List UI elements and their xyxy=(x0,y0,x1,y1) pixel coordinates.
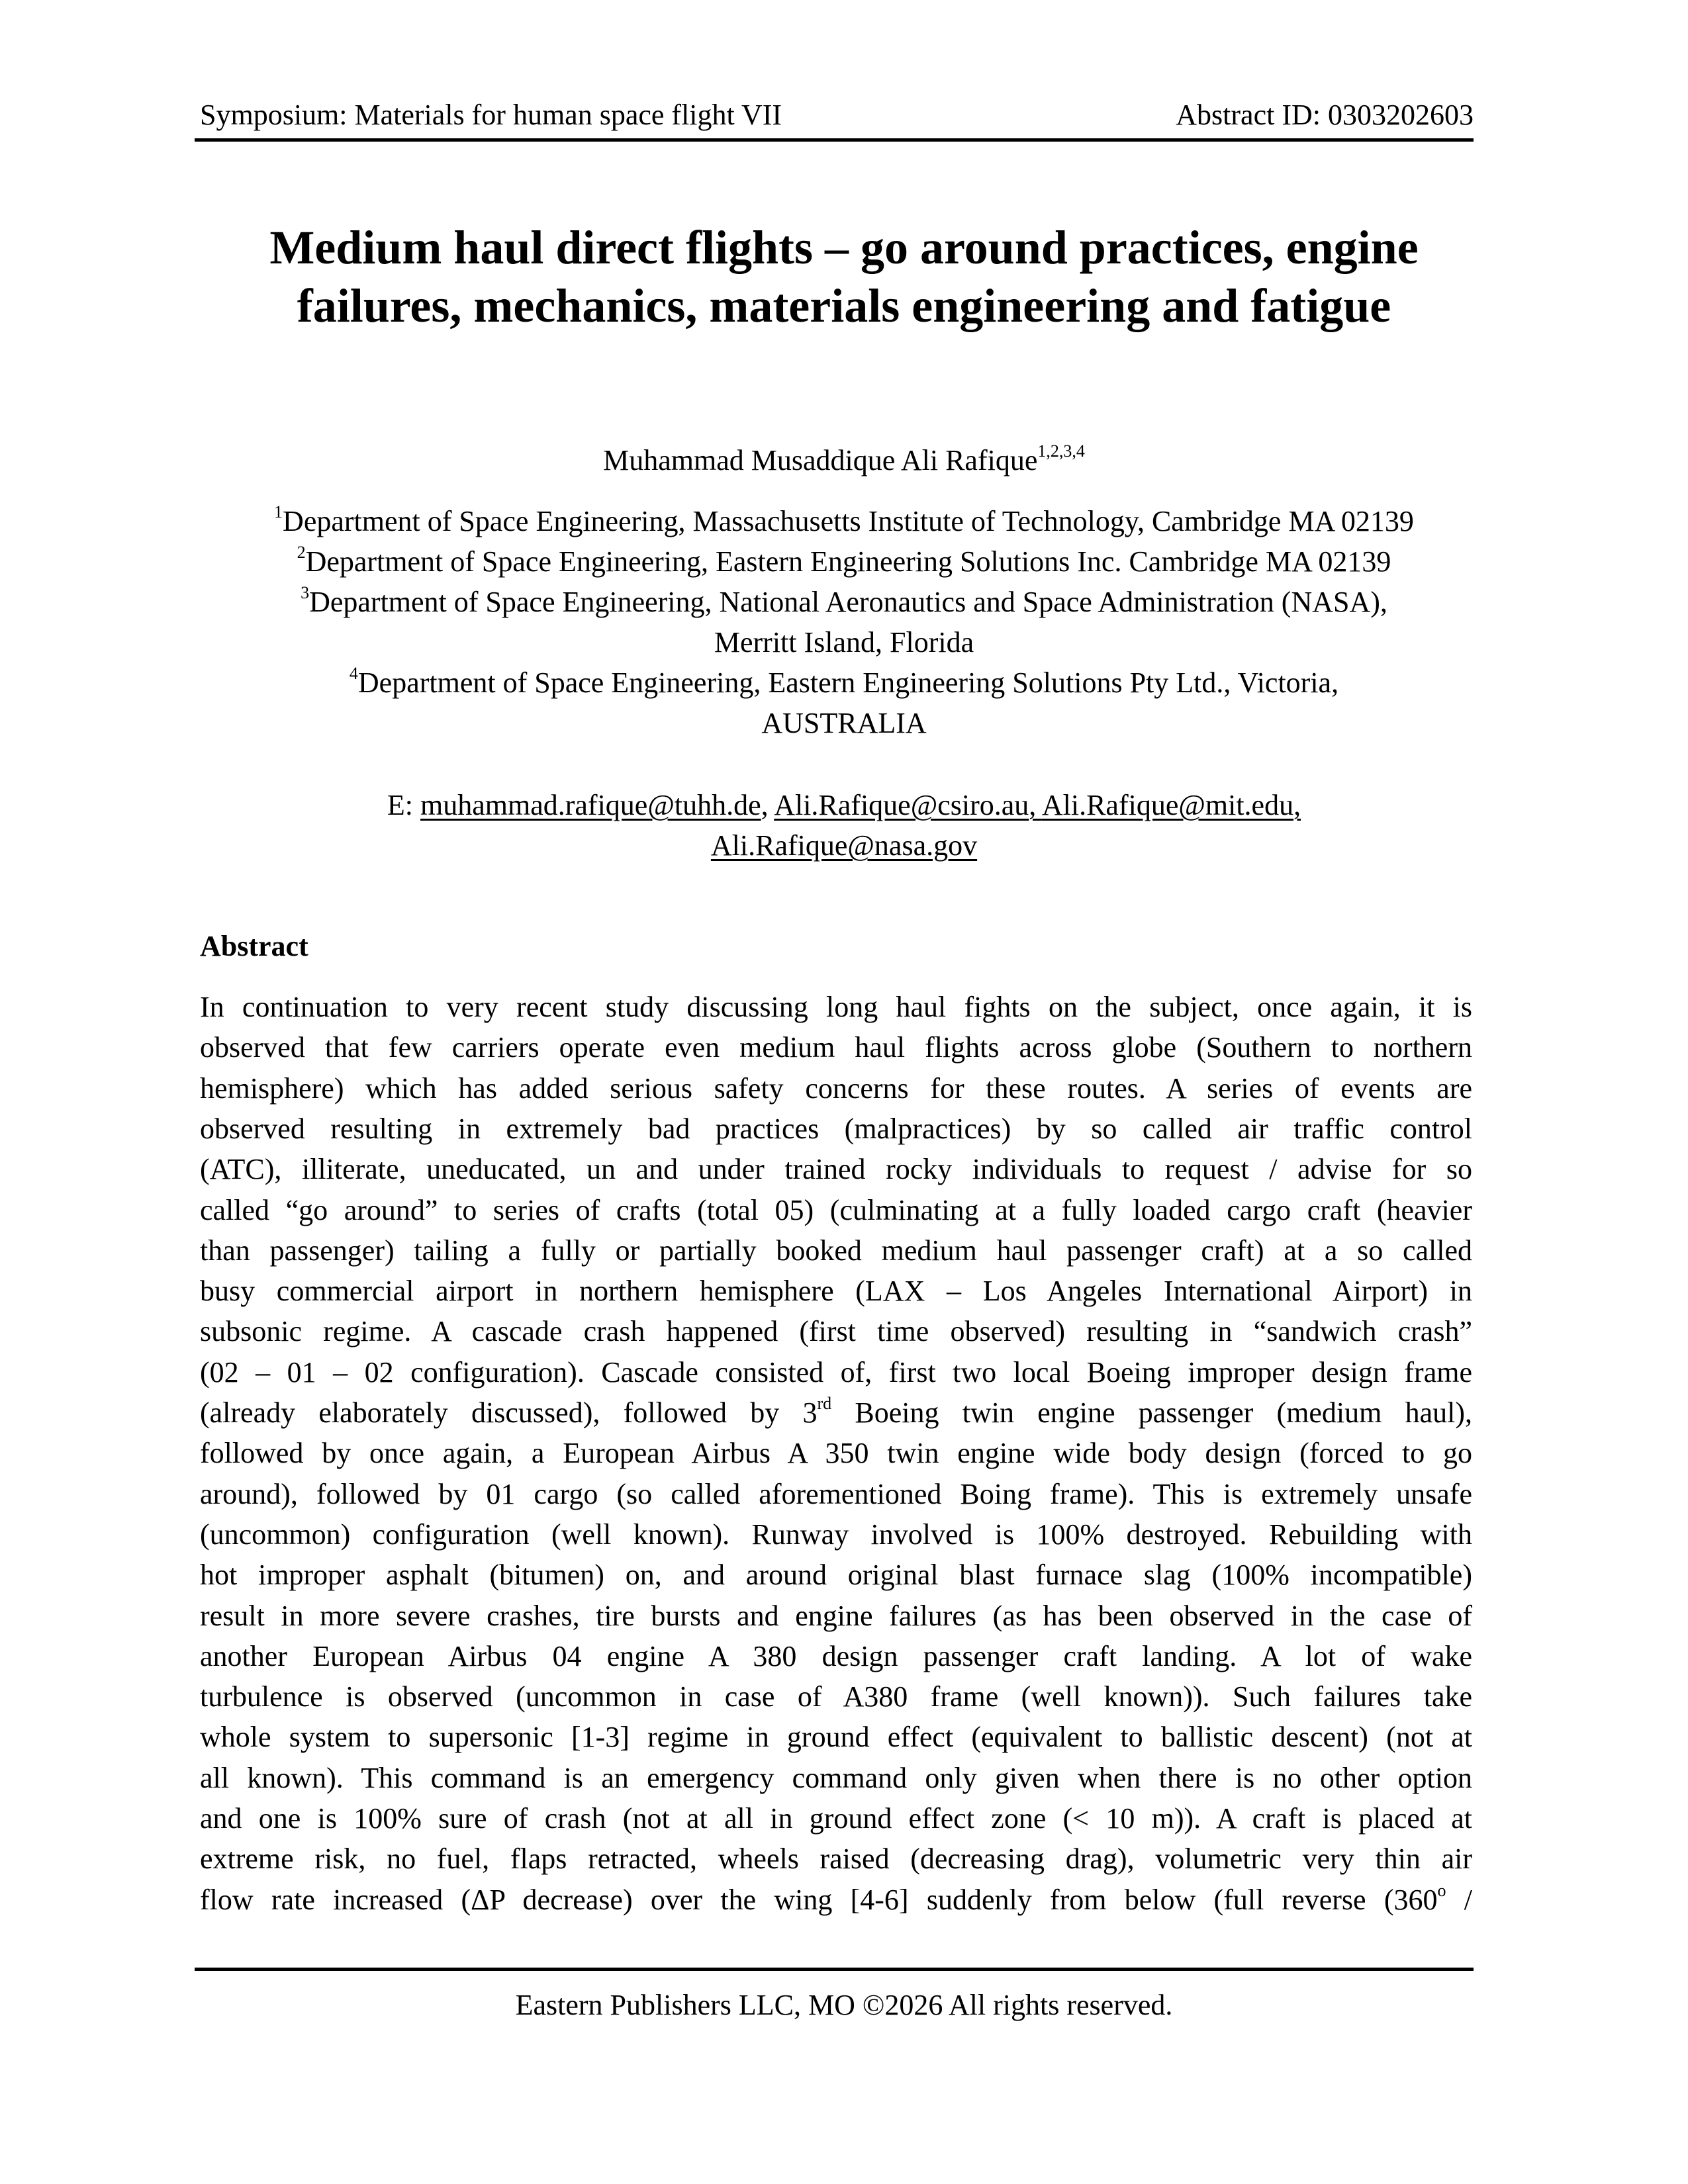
affiliation-4 xyxy=(0,666,1688,700)
affiliation-mark: 3 xyxy=(301,583,310,603)
affiliation-1 xyxy=(0,504,1688,539)
abstract-line: another European Airbus 04 engine A 380 design passenger craft landing. A lot of wake xyxy=(200,1639,1472,1672)
running-header-abstract-id: Abstract ID: 0303202603 xyxy=(1176,99,1474,131)
superscript: o xyxy=(1437,1880,1446,1900)
abstract-line: hot improper asphalt (bitumen) on, and around original blast furnace slag (100% incompatible) xyxy=(200,1559,1472,1592)
email-link-tuhh[interactable]: muhammad.rafique@tuhh.de xyxy=(420,789,761,821)
abstract-line-text: Boeing twin engine passenger (medium haul), xyxy=(831,1396,1472,1429)
superscript: rd xyxy=(817,1394,832,1414)
abstract-line: observed that few carriers operate even medium haul flights across globe (Southern to northern xyxy=(200,1031,1472,1064)
header-rule xyxy=(195,138,1474,142)
email-separator: , xyxy=(761,789,774,821)
abstract-line: than passenger) tailing a fully or partially booked medium haul passenger craft) at a so called xyxy=(200,1234,1472,1267)
abstract-line: all known). This command is an emergency command only given when there is no other option xyxy=(200,1761,1472,1794)
affiliation-text: Department of Space Engineering, Eastern Engineering Solutions Pty Ltd., Victoria, xyxy=(357,666,1339,699)
author-line xyxy=(0,443,1688,478)
affiliation-3 xyxy=(0,585,1688,619)
affiliation-text: Department of Space Engineering, Massachusetts Institute of Technology, Cambridge MA 02139 xyxy=(283,505,1414,537)
footer-copyright: Eastern Publishers LLC, MO ©2026 All rights reserved. xyxy=(515,1989,1173,2021)
abstract-line: followed by once again, a European Airbus A 350 twin engine wide body design (forced to go xyxy=(200,1437,1472,1470)
affiliation-2 xyxy=(0,545,1688,579)
abstract-line xyxy=(200,1880,1472,1917)
abstract-line: turbulence is observed (uncommon in case of A380 frame (well known)). Such failures take xyxy=(200,1680,1472,1713)
abstract-line: busy commercial airport in northern hemisphere (LAX – Los Angeles International Airport) in xyxy=(200,1275,1472,1308)
abstract-line: In continuation to very recent study discussing long haul fights on the subject, once again, it is xyxy=(200,991,1472,1023)
abstract-line: called “go around” to series of crafts (total 05) (culminating at a fully loaded cargo craft (heavier xyxy=(200,1193,1472,1226)
abstract-line: extreme risk, no fuel, flaps retracted, wheels raised (decreasing drag), volumetric very thin air xyxy=(200,1843,1472,1876)
abstract-line: (uncommon) configuration (well known). Runway involved is 100% destroyed. Rebuilding with xyxy=(200,1518,1472,1551)
email-link-csiro[interactable]: Ali.Rafique@csiro.au, Ali.Rafique@mit.edu, xyxy=(774,789,1301,821)
abstract-line-text: flow rate increased (ΔP decrease) over the wing [4-6] suddenly from below (full reverse (360 xyxy=(200,1883,1438,1916)
email-link-nasa[interactable]: Ali.Rafique@nasa.gov xyxy=(710,829,978,862)
abstract-heading: Abstract xyxy=(200,930,308,962)
affiliation-4-continuation: AUSTRALIA xyxy=(761,707,927,739)
footer-rule xyxy=(195,1968,1474,1971)
abstract-line: and one is 100% sure of crash (not at all in ground effect zone (< 10 m)). A craft is placed at xyxy=(200,1802,1472,1835)
abstract-line: observed resulting in extremely bad practices (malpractices) by so called air traffic control xyxy=(200,1112,1472,1145)
affiliation-text: Department of Space Engineering, Eastern Engineering Solutions Inc. Cambridge MA 02139 xyxy=(305,545,1391,578)
email-line-2 xyxy=(0,829,1688,863)
abstract-line xyxy=(200,1396,1472,1430)
affiliation-text: Department of Space Engineering, National Aeronautics and Space Administration (NASA), xyxy=(309,586,1387,618)
affiliation-mark: 2 xyxy=(297,543,306,563)
affiliation-mark: 1 xyxy=(274,502,283,522)
email-line-1 xyxy=(0,788,1688,823)
affiliation-3-continuation: Merritt Island, Florida xyxy=(714,626,974,659)
author-affiliation-marks: 1,2,3,4 xyxy=(1037,441,1085,461)
abstract-line: (ATC), illiterate, uneducated, un and under trained rocky individuals to request / advise for so xyxy=(200,1153,1472,1186)
abstract-line: around), followed by 01 cargo (so called aforementioned Boing frame). This is extremely unsafe xyxy=(200,1477,1472,1510)
abstract-line: (02 – 01 – 02 configuration). Cascade consisted of, first two local Boeing improper design frame xyxy=(200,1355,1472,1388)
paper-title-line-1: Medium haul direct flights – go around practices, engine xyxy=(269,221,1419,274)
affiliation-mark: 4 xyxy=(349,664,358,684)
author-name: Muhammad Musaddique Ali Rafique xyxy=(603,444,1038,477)
abstract-line: hemisphere) which has added serious safety concerns for these routes. A series of events are xyxy=(200,1071,1472,1105)
abstract-line-text: / xyxy=(1446,1883,1472,1916)
abstract-line: result in more severe crashes, tire bursts and engine failures (as has been observed in the case of xyxy=(200,1599,1472,1632)
abstract-line: whole system to supersonic [1-3] regime in ground effect (equivalent to ballistic descent) (not at xyxy=(200,1721,1472,1754)
abstract-line-text: (already elaborately discussed), followed by 3 xyxy=(200,1396,818,1429)
running-header-symposium: Symposium: Materials for human space flight VII xyxy=(200,99,782,131)
paper-title-line-2: failures, mechanics, materials engineering and fatigue xyxy=(297,279,1391,332)
email-prefix: E: xyxy=(387,789,421,821)
abstract-line: subsonic regime. A cascade crash happened (first time observed) resulting in “sandwich crash” xyxy=(200,1315,1472,1348)
